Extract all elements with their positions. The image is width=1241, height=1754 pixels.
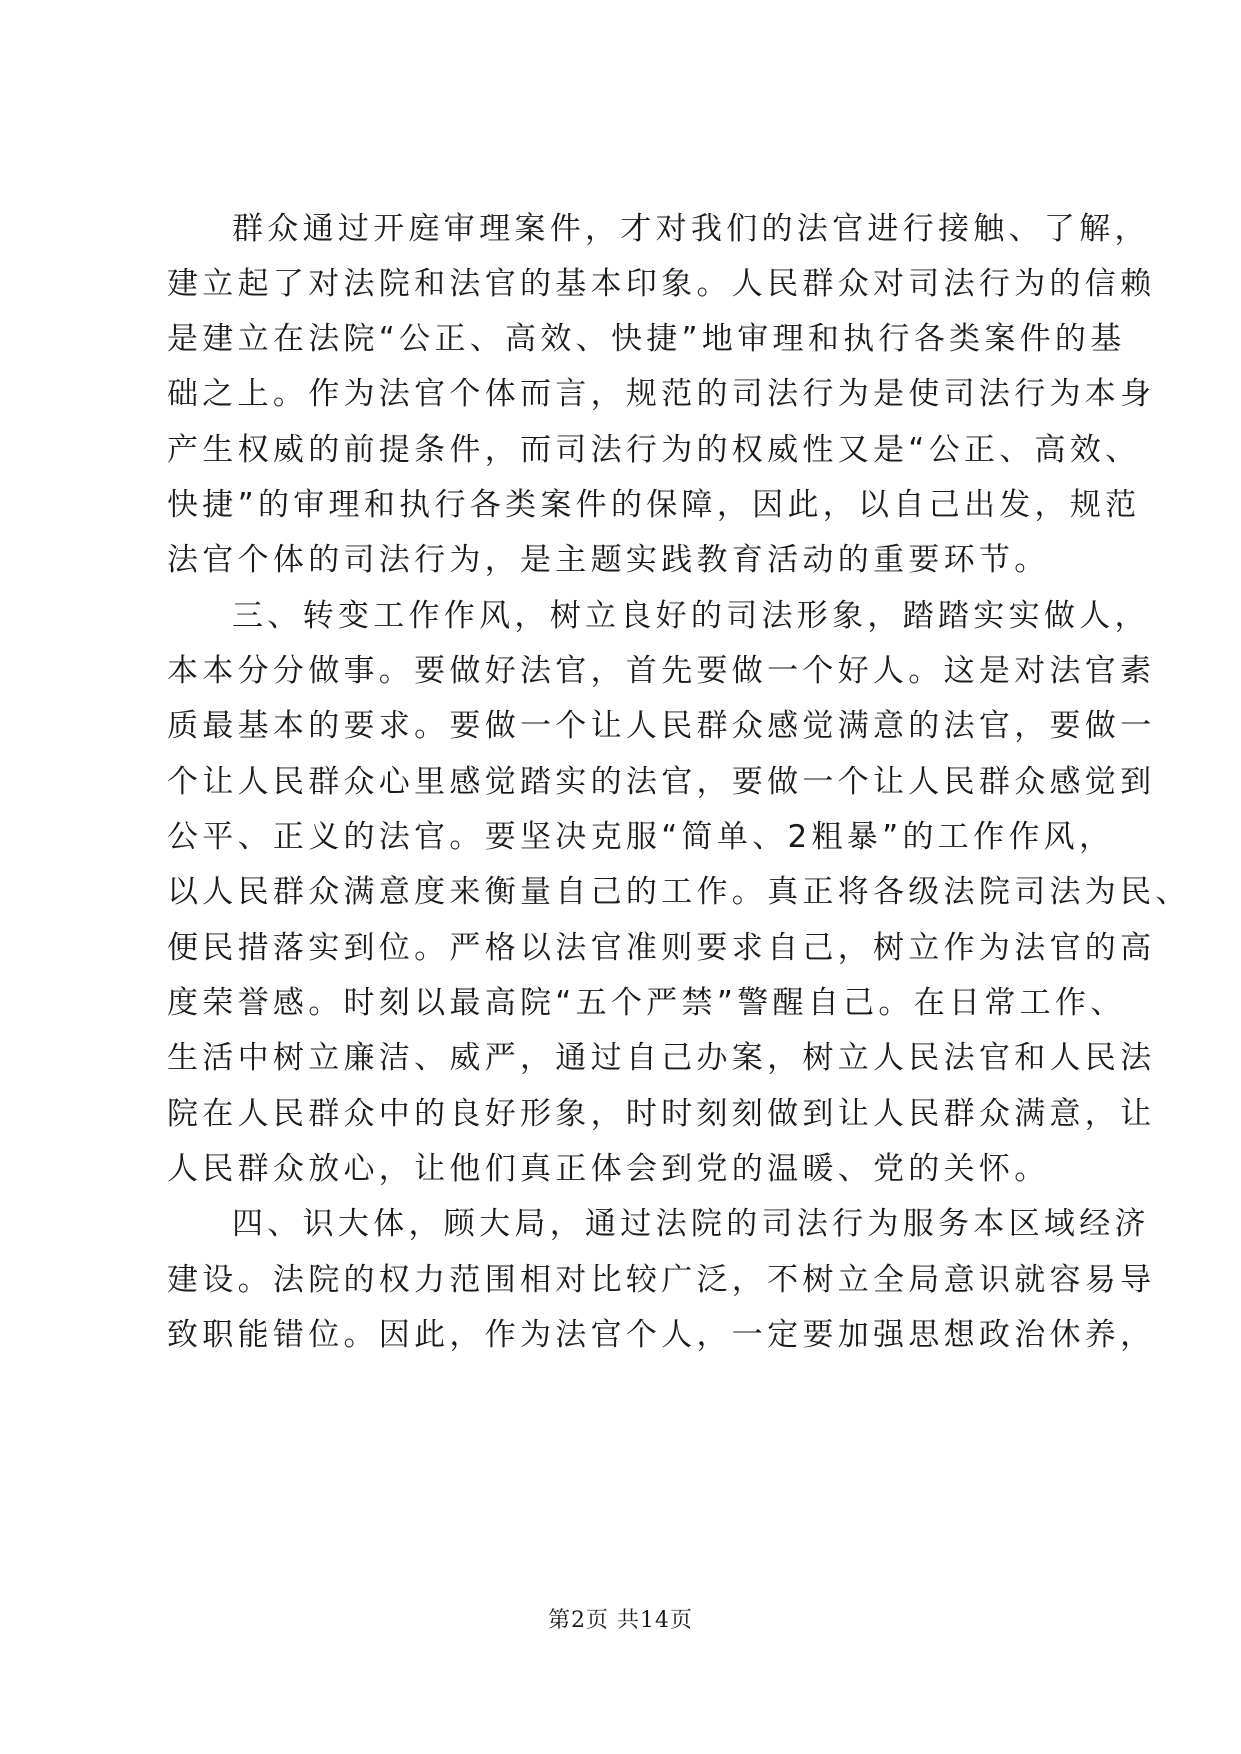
body-text-line: 院在人民群众中的良好形象，时时刻刻做到让人民群众满意，让	[167, 1096, 1156, 1132]
body-text-line: 人民群众放心，让他们真正体会到党的温暖、党的关怀。	[167, 1151, 1050, 1187]
body-text-line: 产生权威的前提条件，而司法行为的权威性又是“公正、高效、	[167, 432, 1141, 468]
body-text-line: 公平、正义的法官。要坚决克服“简单、2粗暴”的工作作风，	[167, 819, 1115, 855]
body-text-line: 生活中树立廉洁、威严，通过自己办案，树立人民法官和人民法	[167, 1040, 1156, 1076]
body-text-line: 法官个体的司法行为，是主题实践教育活动的重要环节。	[167, 542, 1050, 578]
body-text-line: 建设。法院的权力范围相对比较广泛，不树立全局意识就容易导	[167, 1262, 1156, 1298]
body-text-line: 三、转变工作作风，树立良好的司法形象，踏踏实实做人，	[232, 598, 1150, 634]
body-text-line: 质最基本的要求。要做一个让人民群众感觉满意的法官，要做一	[167, 708, 1156, 744]
body-text-line: 础之上。作为法官个体而言，规范的司法行为是使司法行为本身	[167, 376, 1156, 412]
page-footer: 第2页 共14页	[548, 1608, 693, 1633]
body-text-line: 群众通过开庭审理案件，才对我们的法官进行接触、了解，	[232, 211, 1150, 247]
body-text-line: 本本分分做事。要做好法官，首先要做一个好人。这是对法官素	[167, 653, 1156, 689]
body-text-line: 四、识大体，顾大局，通过法院的司法行为服务本区域经济	[232, 1206, 1150, 1242]
body-text-line: 度荣誉感。时刻以最高院“五个严禁”警醒自己。在日常工作、	[167, 985, 1126, 1021]
body-text-line: 致职能错位。因此，作为法官个人，一定要加强思想政治休养，	[167, 1317, 1156, 1353]
body-text-line: 快捷”的审理和执行各类案件的保障，因此，以自己出发，规范	[167, 487, 1141, 523]
body-text-line: 个让人民群众心里感觉踏实的法官，要做一个让人民群众感觉到	[167, 764, 1156, 800]
body-text-line: 以人民群众满意度来衡量自己的工作。真正将各级法院司法为民、	[167, 874, 1191, 910]
body-text-line: 便民措落实到位。严格以法官准则要求自己，树立作为法官的高	[167, 930, 1156, 966]
body-text-line: 是建立在法院“公正、高效、快捷”地审理和执行各类案件的基	[167, 321, 1126, 357]
body-text-line: 建立起了对法院和法官的基本印象。人民群众对司法行为的信赖	[167, 266, 1156, 302]
